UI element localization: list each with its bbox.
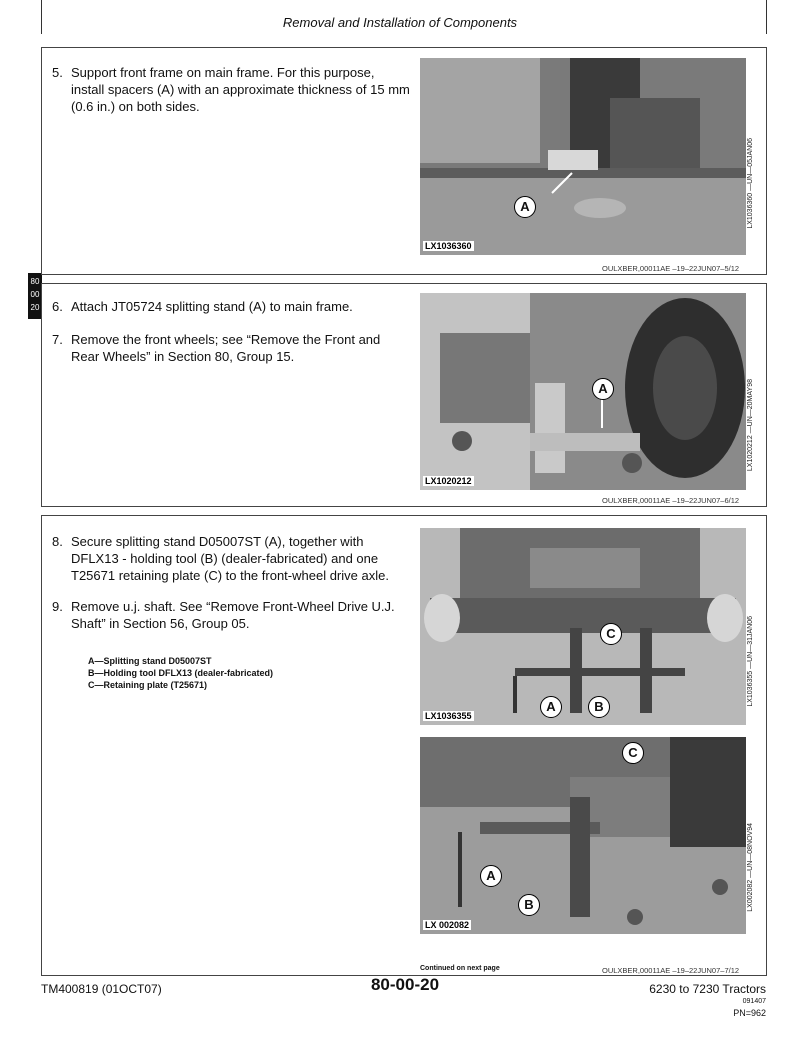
continued-note: Continued on next page xyxy=(420,965,500,972)
footer-page-number: 80-00-20 xyxy=(370,975,440,994)
step-6 xyxy=(52,298,412,318)
step-number: 6. xyxy=(52,299,63,314)
step-5 xyxy=(52,64,412,124)
callout-a: A xyxy=(480,865,502,887)
photo-illustration xyxy=(420,58,746,255)
photo-illustration xyxy=(420,293,746,490)
photo-lx1020212 xyxy=(420,293,746,490)
image-side-code: LX002082 —UN—08NOV94 xyxy=(747,823,754,912)
step-8 xyxy=(52,533,412,593)
footer-model: 6230 to 7230 Tractors xyxy=(649,982,766,996)
photo-lx1036355 xyxy=(420,528,746,725)
footer-pn: PN=962 xyxy=(733,1008,766,1018)
page-header-title: Removal and Installation of Components xyxy=(282,15,518,30)
callout-c: C xyxy=(622,742,644,764)
image-side-code: LX1036360 —UN—05JAN06 xyxy=(747,138,754,229)
section-tab-line: 80 xyxy=(30,277,40,286)
section-tab-line: 20 xyxy=(30,303,40,312)
callout-c: C xyxy=(600,623,622,645)
image-side-code: LX1020212 —UN—20MAY98 xyxy=(747,379,754,472)
procedure-block-3 xyxy=(41,515,767,976)
callout-b: B xyxy=(588,696,610,718)
image-side-code: LX1036355 —UN—31JAN06 xyxy=(747,616,754,707)
reference-code: OULXBER,00011AE –19–22JUN07–7/12 xyxy=(602,966,740,975)
step-text: Support front frame on main frame. For this purpose, install spacers (A) with an approximate thickness of 15 mm (0.6 in.) on both sides. xyxy=(71,65,410,114)
image-id-label: LX 002082 xyxy=(425,920,470,930)
callout-a: A xyxy=(592,378,614,400)
legend xyxy=(88,655,388,691)
photo-lx1036360 xyxy=(420,58,746,255)
step-7 xyxy=(52,331,412,371)
procedure-block-2 xyxy=(41,283,767,507)
photo-illustration xyxy=(420,528,746,725)
callout-a: A xyxy=(540,696,562,718)
callout-b: B xyxy=(518,894,540,916)
section-tab xyxy=(28,273,42,319)
image-id-label: LX1036355 xyxy=(425,711,472,721)
footer-date-code: 091407 xyxy=(742,998,766,1005)
step-9 xyxy=(52,598,412,638)
step-text: Remove the front wheels; see “Remove the Front and Rear Wheels” in Section 80, Group 15. xyxy=(71,332,381,364)
photo-lx002082 xyxy=(420,737,746,934)
section-tab-line: 00 xyxy=(30,290,40,299)
procedure-block-1 xyxy=(41,47,767,275)
step-number: 9. xyxy=(52,599,63,614)
step-number: 7. xyxy=(52,332,63,347)
image-id-label: LX1020212 xyxy=(425,476,472,486)
reference-code: OULXBER,00011AE –19–22JUN07–6/12 xyxy=(602,496,740,505)
image-id-label: LX1036360 xyxy=(425,241,472,251)
reference-code: OULXBER,00011AE –19–22JUN07–5/12 xyxy=(602,264,740,273)
legend-item: A—Splitting stand D05007ST xyxy=(88,656,212,666)
legend-item: C—Retaining plate (T25671) xyxy=(88,680,208,690)
step-number: 5. xyxy=(52,65,63,80)
step-text: Attach JT05724 splitting stand (A) to main frame. xyxy=(71,299,353,314)
step-text: Secure splitting stand D05007ST (A), together with DFLX13 - holding tool (B) (dealer-fabricated) and one T25671 retaining plate (C) to the front-wheel drive axle. xyxy=(71,534,389,583)
callout-a: A xyxy=(514,196,536,218)
legend-item: B—Holding tool DFLX13 (dealer-fabricated) xyxy=(88,668,274,678)
step-text: Remove u.j. shaft. See “Remove Front-Wheel Drive U.J. Shaft” in Section 56, Group 05. xyxy=(71,599,395,631)
footer-manual-number: TM400819 (01OCT07) xyxy=(41,982,162,996)
step-number: 8. xyxy=(52,534,63,549)
photo-illustration xyxy=(420,737,746,934)
